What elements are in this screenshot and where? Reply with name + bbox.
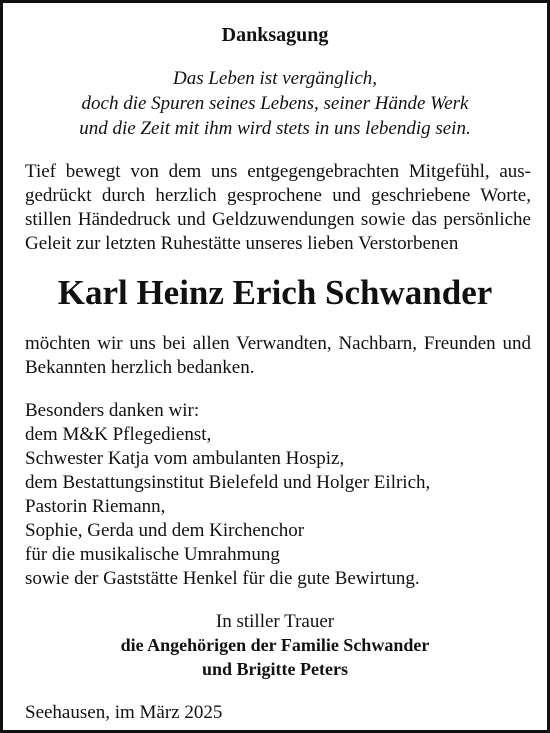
special-thanks-line: Besonders danken wir:: [25, 400, 200, 421]
special-thanks-line: Pastorin Riemann,: [25, 496, 166, 517]
poem-line: Das Leben ist vergänglich,: [172, 68, 378, 89]
special-thanks-line: dem M&K Pflegedienst,: [25, 424, 212, 445]
special-thanks-line: für die musikalische Umrahmung: [25, 544, 280, 565]
mourning-family: die Angehörigen der Familie Schwander: [120, 635, 430, 655]
mourning-intro: In stiller Trauer: [215, 611, 335, 632]
special-thanks-line: Schwester Katja vom ambulanten Hospiz,: [25, 448, 345, 469]
mourning-other: und Brigitte Peters: [202, 659, 348, 679]
poem-line: und die Zeit mit ihm wird stets in uns lebendig sein.: [79, 118, 471, 139]
intro-line: stillen Händedruck und Geldzuwendungen sowie das persönliche: [25, 209, 531, 230]
special-thanks-line: Sophie, Gerda und dem Kirchenchor: [25, 520, 305, 541]
special-thanks-line: dem Bestattungsinstitut Bielefeld und Holger Eilrich,: [25, 472, 431, 493]
notice-title: Danksagung: [221, 24, 329, 46]
intro-line: gedrückt durch herzlich gesprochene und geschriebene Worte,: [25, 185, 531, 206]
deceased-name: Karl Heinz Erich Schwander: [57, 273, 493, 312]
intro-line: Tief bewegt von dem uns entgegengebrachten Mitgefühl, aus-: [25, 161, 531, 182]
place-date: Seehausen, im März 2025: [25, 702, 223, 723]
special-thanks-line: sowie der Gaststätte Henkel für die gute Bewirtung.: [25, 568, 420, 589]
thanks-line: Bekannten herzlich bedanken.: [25, 357, 255, 378]
intro-line: Geleit zur letzten Ruhestätte unseres lieben Verstorbenen: [25, 233, 459, 254]
thanks-line: möchten wir uns bei allen Verwandten, Nachbarn, Freunden und: [25, 333, 531, 354]
poem-line: doch die Spuren seines Lebens, seiner Hände Werk: [81, 93, 469, 114]
